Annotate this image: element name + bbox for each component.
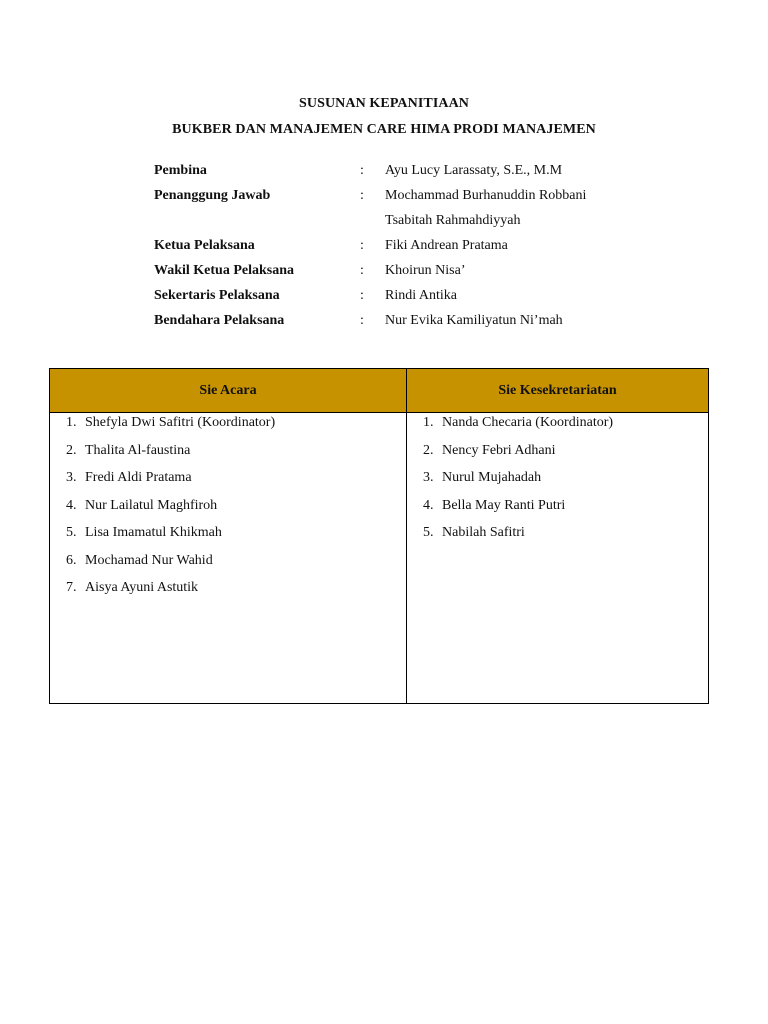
committee-row xyxy=(154,237,674,262)
committee-member-name: Tsabitah Rahmahdiyyah xyxy=(385,213,521,228)
list-item xyxy=(50,497,406,525)
member-list-acara xyxy=(50,414,406,607)
committee-row xyxy=(154,162,674,187)
list-item-name: Shefyla Dwi Safitri (Koordinator) xyxy=(85,415,276,430)
committee-role: Pembina xyxy=(154,163,207,178)
separator-colon: : xyxy=(360,288,364,303)
list-item-name: Nanda Checaria (Koordinator) xyxy=(442,415,614,430)
list-item xyxy=(407,524,708,552)
list-item-name: Fredi Aldi Pratama xyxy=(85,470,192,485)
list-item-name: Aisya Ayuni Astutik xyxy=(85,580,199,595)
committee-names xyxy=(385,262,466,287)
committee-role: Sekertaris Pelaksana xyxy=(154,288,280,303)
committee-row xyxy=(154,262,674,287)
committee-member-name: Ayu Lucy Larassaty, S.E., M.M xyxy=(385,163,563,178)
list-item-number: 7. xyxy=(66,580,77,595)
document-title xyxy=(0,96,768,148)
section-column-kesekretariatan xyxy=(407,369,708,703)
list-item-number: 2. xyxy=(66,442,77,458)
list-item-name: Thalita Al-faustina xyxy=(85,442,191,458)
list-item-number: 3. xyxy=(66,470,77,485)
list-item-number: 4. xyxy=(423,497,434,513)
list-item-name: Nur Lailatul Maghfiroh xyxy=(85,497,218,513)
list-item xyxy=(407,442,708,470)
committee-role: Penanggung Jawab xyxy=(154,188,271,203)
list-item xyxy=(50,524,406,552)
list-item xyxy=(50,469,406,497)
list-item-name: Nency Febri Adhani xyxy=(442,442,556,458)
separator-colon: : xyxy=(360,313,364,328)
committee-names xyxy=(385,287,457,312)
list-item-name: Lisa Imamatul Khikmah xyxy=(85,525,222,540)
list-item xyxy=(50,442,406,470)
list-item xyxy=(50,579,406,607)
committee-list xyxy=(154,162,674,337)
committee-member-name: Mochammad Burhanuddin Robbani xyxy=(385,188,587,203)
list-item-number: 5. xyxy=(423,525,434,540)
section-header-acara: Sie Acara xyxy=(50,369,406,413)
list-item xyxy=(407,497,708,525)
list-item-number: 1. xyxy=(66,415,77,430)
committee-role: Bendahara Pelaksana xyxy=(154,313,285,328)
list-item xyxy=(50,552,406,580)
list-item-name: Nabilah Safitri xyxy=(442,525,525,540)
committee-names xyxy=(385,237,508,262)
committee-names xyxy=(385,162,562,187)
committee-row xyxy=(154,312,674,337)
sections-table xyxy=(49,368,709,704)
list-item-number: 4. xyxy=(66,497,77,513)
committee-names xyxy=(385,187,586,237)
list-item-number: 3. xyxy=(423,470,434,485)
committee-role: Wakil Ketua Pelaksana xyxy=(154,263,295,278)
list-item-number: 5. xyxy=(66,525,77,540)
member-list-kesekretariatan xyxy=(407,414,708,552)
committee-member-name: Rindi Antika xyxy=(385,288,457,303)
separator-colon: : xyxy=(360,188,364,203)
list-item-number: 6. xyxy=(66,552,77,568)
list-item-number: 2. xyxy=(423,442,434,458)
separator-colon: : xyxy=(360,263,364,278)
list-item-name: Bella May Ranti Putri xyxy=(442,497,566,513)
committee-row xyxy=(154,287,674,312)
committee-member-name: Khoirun Nisa’ xyxy=(385,263,466,278)
section-header-kesekretariatan: Sie Kesekretariatan xyxy=(407,369,708,413)
title-line-1: SUSUNAN KEPANITIAAN xyxy=(298,96,470,111)
section-column-acara xyxy=(50,369,407,703)
list-item-number: 1. xyxy=(423,415,434,430)
separator-colon: : xyxy=(360,163,364,178)
title-line-2: BUKBER DAN MANAJEMEN CARE HIMA PRODI MANAJEMEN xyxy=(172,122,596,137)
committee-row xyxy=(154,187,674,237)
committee-member-name: Nur Evika Kamiliyatun Ni’mah xyxy=(385,313,563,328)
separator-colon: : xyxy=(360,238,364,253)
list-item xyxy=(407,414,708,442)
list-item xyxy=(407,469,708,497)
committee-names xyxy=(385,312,563,337)
list-item-name: Nurul Mujahadah xyxy=(442,470,542,485)
committee-member-name: Fiki Andrean Pratama xyxy=(385,238,508,253)
list-item-name: Mochamad Nur Wahid xyxy=(85,552,213,568)
committee-role: Ketua Pelaksana xyxy=(154,238,255,253)
list-item xyxy=(50,414,406,442)
